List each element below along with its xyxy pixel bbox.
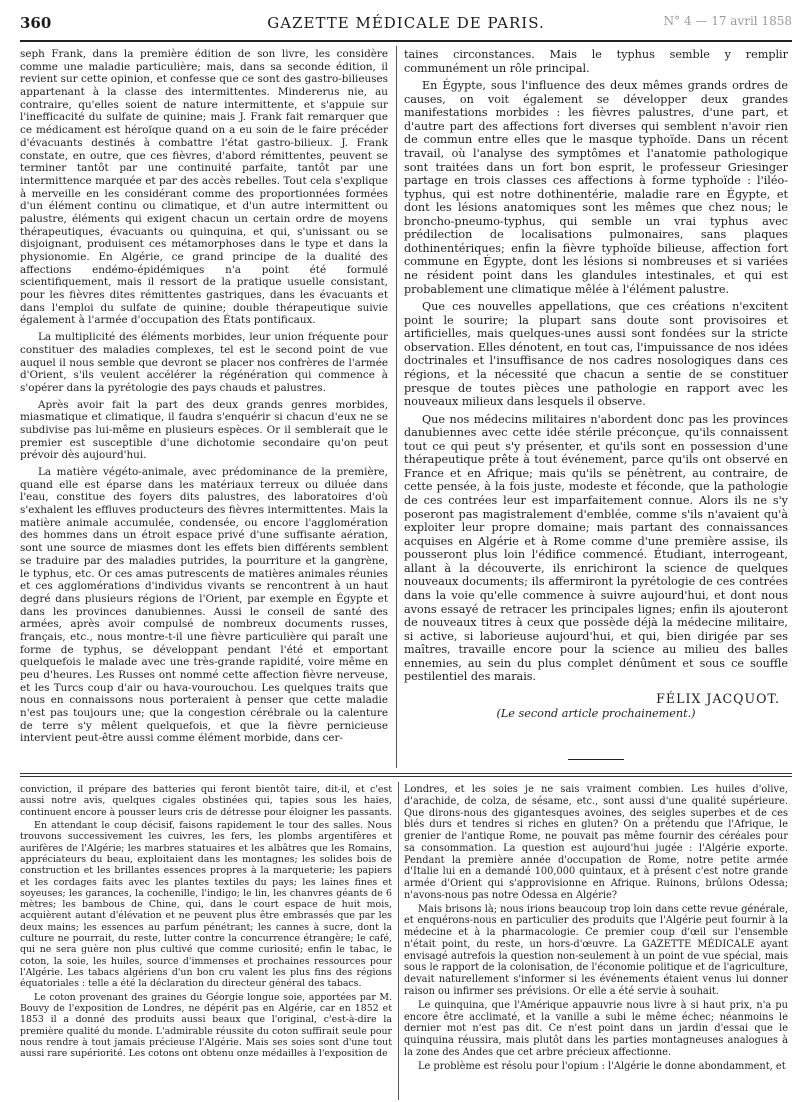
paragraph: Le problème est résolu pour l'opium : l'Algérie le donne abondamment, et [418,1060,786,1072]
paragraph: conviction, il prépare des batteries qui feront bientôt taire, dit-il, et c'est aussi notre avis, quelques cigales obstinées qui, tapies sous les haies, continuent encore à pousser leurs cris de détresse pour éloigner les passants. [20,784,392,818]
page-header [20,14,792,40]
library-stamp: N° 4 — 17 avril 1858 [663,14,792,28]
header-rule [20,40,792,42]
article-column-right [404,48,788,766]
next-article-note: (Le second article prochainement.) [496,707,696,721]
journal-title: GAZETTE MÉDICALE DE PARIS. [267,14,545,32]
paragraph: La multiplicité des éléments morbides, leur union fréquente pour constituer des maladies complexes, tel est le second point de vue auquel il nous semble que devront se placer nos confrères de l'armée d'Orient, s'ils veulent accélérer la régénération qui commence à s'opérer dans la pyrétologie des pays chauds et palustres. [20,331,388,394]
end-of-article-rule [568,759,624,760]
author-signature: FÉLIX JACQUOT. [656,690,780,706]
paragraph: Après avoir fait la part des deux grands genres morbides, miasmatique et climatique, il faudra s'enquérir si chacun d'eux ne se subdivise pas lui-même en plusieurs espèces. Or il semblerait que le premier est susceptible d'une dichotomie secondaire qu'on peut prévoir dès aujourd'hui. [20,398,388,462]
paragraph: Le quinquina, que l'Amérique appauvrie nous livre à si haut prix, n'a pu encore être acclimaté, et la vanille a subi le même échec; néanmoins le dernier mot n'est pas dit. Ce n'est point dans un jardin d'essai que le quinquina réussira, mais plutôt dans les parties montagneuses analogues à la zone des Andes que cet arbre précieux affectionne. [404,999,788,1058]
paragraph: Que nos médecins militaires n'abordent donc pas les provinces danubiennes avec cette idée stérile préconçue, qu'ils connaissent tout ce qui peut s'y présenter, et qu'ils sont en possession d'une thérapeutique prête à tout événement, parce qu'ils ont observé en France et en Afrique; mais qu'ils se pénètrent, au contraire, de cette pensée, à la fois juste, modeste et féconde, que la pathologie de ces contrées leur est imparfaitement connue. Alors ils ne s'y poseront pas magistralement d'emblée, comme s'ils n'avaient qu'à exploiter leur propre domaine; mais partant des connaissances acquises en Algérie et à Rome comme d'une première assise, ils pousseront plus loin l'édifice commencé. Étudiant, interrogeant, allant à la découverte, ils enrichiront la science de quelques nouveaux documents; ils affermiront la pyrétologie de ces contrées dans la voie qu'elle commence à suivre aujourd'hui, et dont nous avons essayé de retracer les principales lignes; enfin ils ajouteront de nouveaux titres à ceux que possède déjà la médecine militaire, si active, si laborieuse aujourd'hui, et qui, bien dirigée par ses maîtres, travaille encore pour la science au milieu des balles ennemies, au sein du plus complet dénûment et sous ce souffle pestilentiel des marais. [404,412,788,684]
feuilleton-column-left [20,784,392,1098]
paragraph: Mais brisons là; nous irions beaucoup trop loin dans cette revue générale, et enquérons-nous en particulier des produits que l'Algérie peut fournir à la médecine et à la pharmacologie. Ce premier coup d'œil sur l'ensemble n'était point, du reste, un hors-d'œuvre. La GAZETTE MÉDICALE ayant envisagé autrefois la question non-seulement à un point de vue spécial, mais sous le rapport de la colonisation, de l'économie politique et de l'agriculture, devait naturellement s'informer si les événements étaient venus lui donner raison ou infirmer ses prévisions. Or elle a été servie à souhait. [404,903,788,998]
paragraph: seph Frank, dans la première édition de son livre, les considère comme une maladie particulière; mais, dans sa seconde édition, il revient sur cette opinion, et confesse que ce sont des gastro-bilieuses appartenant à la classe des intermittentes. Mindererus nie, au contraire, qu'elles soient de nature intermittente, et s'appuie sur l'inefficacité du sulfate de quinine; mais J. Frank fait remarquer que ce médicament est héroïque quand on a eu soin de le faire précéder d'évacuants destinés à combattre l'état gastro-bilieux. J. Frank constate, en outre, que ces fièvres, d'abord rémittentes, peuvent se terminer tantôt par une continuité parfaite, tantôt par une intermittence marquée et par des accès rebelles. Tout cela s'explique à merveille en les considérant comme des proportionnées formées d'un élément continu ou climatique, et d'un autre intermittent ou palustre, éléments qui exigent chacun un certain ordre de moyens thérapeutiques, évacuants ou quinquina, et qui, s'unissant ou se disjoignant, produisent ces métamorphoses dans le type et dans la physionomie. En Algérie, ce grand principe de la dualité des affections endémo-épidémiques n'a point été formulé scientifiquement, mais il ressort de la pratique usuelle consistant, pour les fièvres dites rémittentes gastriques, dans les évacuants et dans l'emploi du sulfate de quinine; double thérapeutique suivie également à l'armée d'occupation des États pontificaux. [20,48,388,327]
paragraph: Que ces nouvelles appellations, que ces créations n'excitent point le sourire; la plupart sans doute sont provisoires et artificielles, mais quelques-unes aussi sont fondées sur la stricte observation. Elles dénotent, en tout cas, l'impuissance de nos idées doctrinales et l'insuffisance de nos cadres nosologiques dans ces régions, et la nécessité que chacun a sentie de se constituer presque de toutes pièces une pathologie en rapport avec les nouveaux milieux dans lesquels il observe. [404,300,788,409]
paragraph: En attendant le coup décisif, faisons rapidement le tour des salles. Nous trouvons successivement les cuivres, les fers, les plombs argentifères et aurifères de l'Algérie; les marbres statuaires et les albâtres que les Romains, appréciateurs du beau, exploitaient dans les montagnes; les solides bois de construction et les brillantes essences propres à la marqueterie; les papiers et les cordages faits avec les plantes textiles du pays; les laines fines et soyeuses; les garances, la cochenille, l'indigo; le lin, les chanvres géants de 6 mètres; les bambous de Chine, qui, dans le court espace de huit mois, acquièrent autant d'élévation et ne peuvent plus être embrassés que par les deux mains; les essences au parfum pénétrant; les cannes à sucre, dont la culture ne pourrait, du reste, lutter contre la concurrence étrangère; le café, qui ne sera guère non plus cultivé que comme curiosité; enfin le tabac, le coton, la soie, les huiles, source d'immenses et prochaines ressources pour l'Algérie. Les tabacs algériens d'un bon cru valent les plus fins des régions équatoriales : telle a été la déclaration du directeur général des tabacs. [20,819,392,990]
feuilleton-rule-top [20,773,792,774]
paragraph: taines circonstances. Mais le typhus semble y remplir communément un rôle principal. [404,48,788,75]
paragraph: Le coton provenant des graines du Géorgie longue soie, apportées par M. Bouvy de l'exposition de Londres, ne dépérit pas en Algérie, car en 1852 et 1853 il a donné des produits aussi beaux que l'original, c'est-à-dire la première qualité du monde. L'admirable réussite du coton suffirait seule pour nous rendre à tout jamais précieuse l'Algérie. Mais ses soies sont d'une tout aussi rare supériorité. Les cotons ont obtenu onze médailles à l'exposition de [20,991,392,1060]
paragraph: Londres, et les soies je ne sais vraiment combien. Les huiles d'olive, d'arachide, de colza, de sésame, etc., sont aussi d'une qualité supérieure. Que dirons-nous des gigantesques avoines, des seigles superbes et de ces blés durs et tendres si riches en gluten? On a prétendu que l'Afrique, le grenier de l'antique Rome, ne pouvait pas même fournir des céréales pour sa consommation. La question est aujourd'hui jugée : l'Algérie exporte. Pendant la première année d'occupation de Rome, notre petite armée d'Italie lui en a demandé 100,000 quintaux, et à présent c'est notre grande armée d'Orient qui s'approvisionne en Afrique. Ruinons, brûlons Odessa; n'avons-nous pas notre Odessa en Algérie? [404,784,788,901]
article-column-left [20,48,388,766]
page-number: 360 [20,14,52,32]
feuilleton-rule-bottom [20,776,792,777]
paragraph: En Égypte, sous l'influence des deux mêmes grands ordres de causes, on voit également se développer deux grandes manifestations morbides : les fièvres palustres, d'une part, et d'autre part des affections fort diverses qui semblent n'avoir rien de commun entre elles que le masque typhoïde. Dans un récent travail, où l'analyse des symptômes et l'anatomie pathologique sont traitées dans un fort bon esprit, le professeur Griesinger partage en trois classes ces affections à forme typhoïde : l'iléo-typhus, qui est notre dothinentérie, maladie rare en Égypte, et dont les lésions anatomiques sont les mêmes que chez nous; le broncho-pneumo-typhus, qui semble un vrai typhus avec prédilection de localisations pulmonaires, sans plaques dothinentériques; enfin la fièvre typhoïde bilieuse, affection fort commune en Égypte, dont les lésions si nombreuses et si variées ne résident point dans les glandules intestinales, et qui est probablement une climatique mêlée à l'élément palustre. [404,79,788,296]
feuilleton-column-right [404,784,788,1098]
column-divider [396,46,397,768]
feuilleton-divider [398,782,399,1100]
paragraph: La matière végéto-animale, avec prédominance de la première, quand elle est éparse dans les matériaux terreux ou diluée dans l'eau, constitue des foyers dits palustres, des laboratoires d'où s'exhalent les effluves producteurs des fièvres intermittentes. Mais la matière animale accumulée, condensée, ou encore l'agglomération des hommes dans un étroit espace privé d'une suffisante aération, sont une source de miasmes dont les effets bien différents semblent se traduire par des maladies putrides, la pourriture et la gangrène, le typhus, etc. Or ces amas putrescents de matières animales réunies et ces agglomérations d'individus vivants se rencontrent à un haut degré dans plusieurs régions de l'Orient, par exemple en Égypte et dans les provinces danubiennes. Aussi le conseil de santé des armées, après avoir compulsé de nombreux documents russes, français, etc., nous montre-t-il une fièvre particulière qui paraît une forme de typhus, se développant pendant l'été et emportant quelquefois le malade avec une très-grande rapidité, voire même en peu d'heures. Les Russes ont nommé cette affection fièvre nerveuse, et les Turcs coup d'air ou hava-vourouchou. Les quelques traits que nous en connaissons nous porteraient à penser que cette maladie n'est pas toujours une; que la congestion cérébrale ou la calenture de terre s'y mêlent quelquefois, et que la fièvre pernicieuse intervient peut-être aussi comme élément morbide, dans cer- [20,466,388,745]
